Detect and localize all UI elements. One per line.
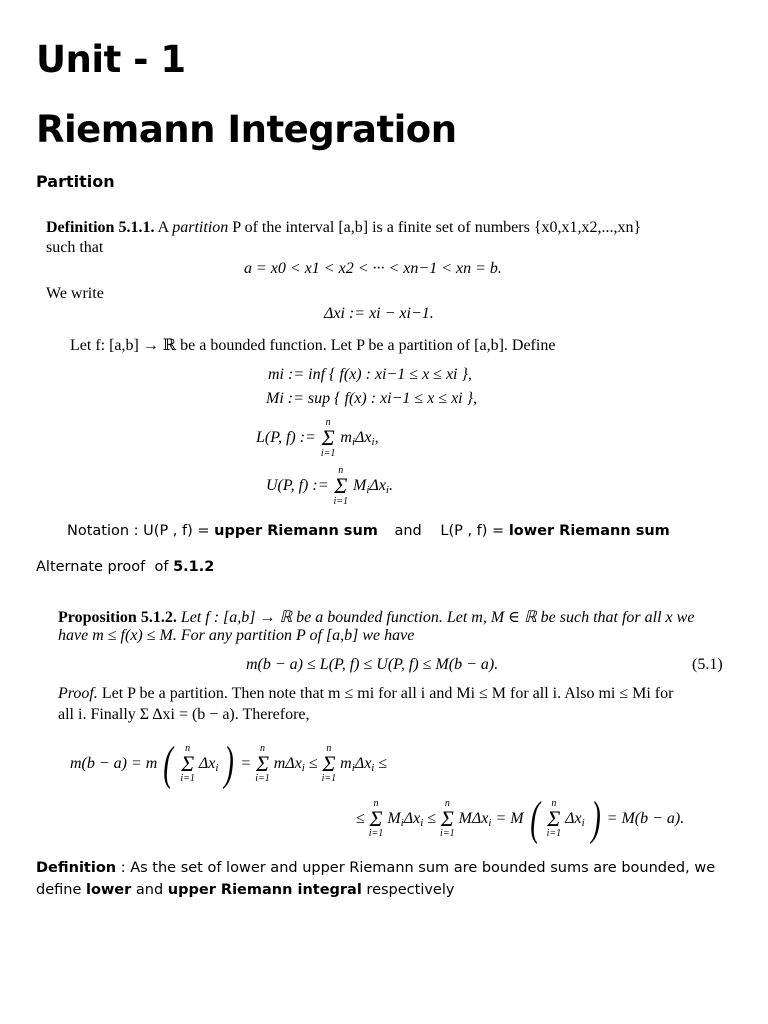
let-f-line: Let f: [a,b] → ℝ be a bounded function. Let P be a partition of [a,b]. Define <box>70 337 556 354</box>
proof-line-2: all i. Finally Σ Δxi = (b − a). Therefore, <box>58 706 310 723</box>
final-definition-line-2 <box>36 882 454 898</box>
lower-sum-definition: L(P, f) := n Σ i=1 $m_i\Delta x_i$, <box>256 417 379 459</box>
alternate-text: Alternate proof of <box>36 559 174 575</box>
definition-line-2: such that <box>46 239 104 256</box>
notation-lower: lower Riemann sum <box>508 523 670 539</box>
proposition-inequality: m(b − a) ≤ L(P, f) ≤ U(P, f) ≤ M(b − a). <box>246 656 499 673</box>
unit-heading: Unit - 1 <box>36 38 186 81</box>
M-definition: Mi := sup { f(x) : xi−1 ≤ x ≤ xi }, <box>266 390 478 407</box>
definition-text-a: A <box>157 219 169 236</box>
upper-sum-definition: U(P, f) := n Σ i=1 $M_i\Delta x_i$. <box>266 465 393 507</box>
left-paren: ( <box>163 737 174 790</box>
proposition-line-2: have m ≤ f(x) ≤ M. For any partition P of [a,b] we have <box>58 627 415 644</box>
alternate-proof-line <box>36 559 214 575</box>
proof-text-1: Let P be a partition. Then note that m ≤ mi for all i and Mi ≤ M for all i. Also mi ≤ Mi for <box>101 685 674 702</box>
m-definition: mi := inf { f(x) : xi−1 ≤ x ≤ xi }, <box>268 366 472 383</box>
proof-equation-1: m(b − a) = m ( n Σ i=1 $\Delta x_i$ ) = n Σ i=1 mΔx$_i$ ≤ n Σ i=1 $m_i\Delta x_i$ ≤ <box>70 737 388 790</box>
partition-chain: a = x0 < x1 < x2 < ··· < xn−1 < xn = b. <box>244 260 502 277</box>
proposition-label: Proposition 5.1.2. <box>58 609 177 626</box>
final-definition-define: define <box>36 882 86 898</box>
alternate-ref: 5.1.2 <box>173 559 215 575</box>
final-definition-lower: lower <box>85 882 132 898</box>
notation-lprefix: L(P , f) = <box>440 523 509 539</box>
proposition-text-1: Let f : [a,b] → ℝ be a bounded function. Let m, M ∈ ℝ be such that for all x we <box>180 609 695 626</box>
sigma-symbol: n Σ i=1 <box>320 417 336 459</box>
final-definition-upper: upper Riemann integral <box>167 882 362 898</box>
final-definition-label: Definition <box>36 860 117 876</box>
notation-prefix: Notation : U(P , f) = <box>67 523 215 539</box>
notation-upper: upper Riemann sum <box>214 523 378 539</box>
we-write: We write <box>46 285 104 302</box>
equation-number: (5.1) <box>692 656 723 673</box>
right-paren: ) <box>224 737 235 790</box>
definition-term: partition <box>172 219 229 236</box>
final-definition-and: and <box>131 882 168 898</box>
proof-label: Proof. <box>58 685 98 702</box>
proof-equation-2: ≤ n Σ i=1 $M_i\Delta x_i$ ≤ n Σ i=1 MΔx$_i$ = M ( n Σ i=1 $\Delta x_i$ ) = M(b − a). <box>356 792 685 845</box>
final-definition-text-1: : As the set of lower and upper Riemann sum are bounded sums are bounded, we <box>116 860 716 876</box>
section-heading: Partition <box>36 172 115 191</box>
notation-line <box>67 523 670 539</box>
proof-line-1 <box>58 685 673 703</box>
definition-text-b: P of the interval [a,b] is a finite set of numbers {x0,x1,x2,...,xn} <box>232 219 642 236</box>
notation-and: and <box>394 523 422 539</box>
proposition-line-1 <box>58 607 694 627</box>
delta-definition: Δxi := xi − xi−1. <box>324 305 434 322</box>
page-title: Riemann Integration <box>36 108 457 151</box>
sigma-symbol: n Σ i=1 <box>333 465 349 507</box>
definition-line-1 <box>46 219 641 237</box>
final-definition-respectively: respectively <box>361 882 455 898</box>
final-definition-line-1 <box>36 860 715 876</box>
definition-label: Definition 5.1.1. <box>46 219 155 236</box>
